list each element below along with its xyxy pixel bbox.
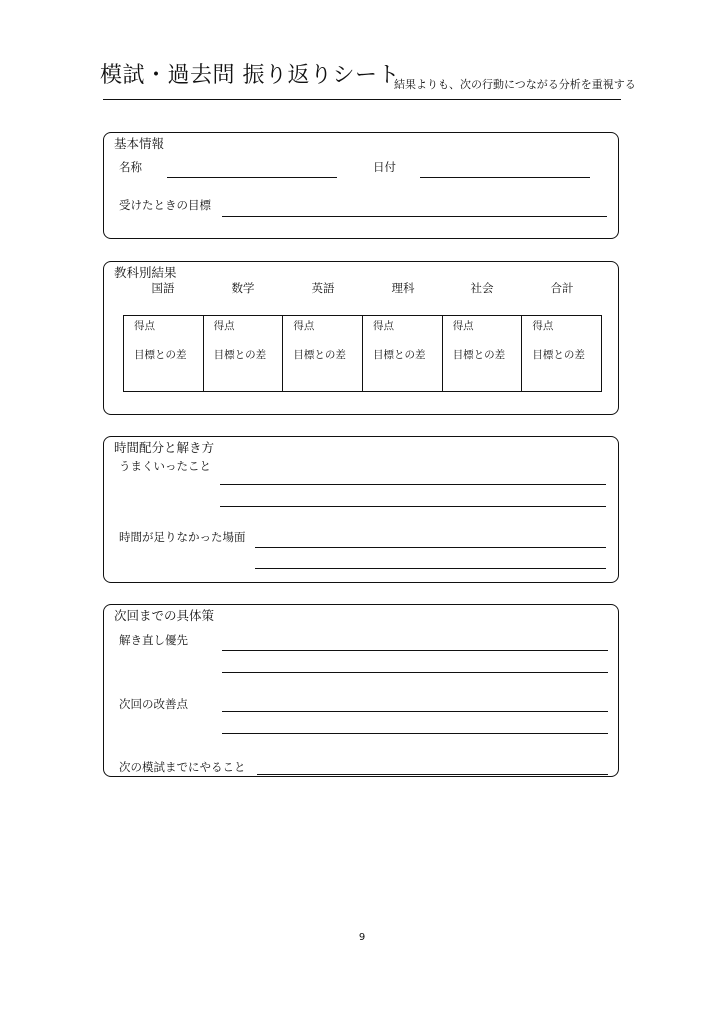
basic-info-title: 基本情報 — [114, 136, 165, 151]
time-title: 時間配分と解き方 — [114, 440, 215, 455]
results-title: 教科別結果 — [114, 265, 177, 280]
subject-header: 国語 — [151, 281, 175, 295]
improve-line-2[interactable] — [222, 733, 608, 734]
next-steps-title: 次回までの具体策 — [114, 608, 215, 623]
short-time-line-2[interactable] — [255, 568, 606, 569]
todo-label: 次の模試までにやること — [119, 760, 246, 774]
page-number: 9 — [358, 932, 366, 943]
date-field[interactable] — [420, 177, 590, 178]
review-line-1[interactable] — [222, 650, 608, 651]
date-label: 日付 — [373, 160, 396, 174]
subject-header: 合計 — [550, 281, 574, 295]
result-cell[interactable] — [204, 316, 284, 391]
page-subtitle: 結果よりも、次の行動につながる分析を重視する — [394, 78, 636, 91]
score-label: 得点 — [213, 320, 235, 332]
improve-label: 次回の改善点 — [119, 697, 188, 711]
diff-label: 目標との差 — [213, 349, 267, 361]
result-cell[interactable] — [522, 316, 601, 391]
diff-label: 目標との差 — [134, 349, 187, 361]
diff-label: 目標との差 — [293, 349, 346, 361]
results-section — [103, 261, 619, 415]
went-well-label: うまくいったこと — [119, 459, 211, 473]
result-cell[interactable] — [124, 316, 204, 391]
score-label: 得点 — [452, 320, 474, 332]
diff-label: 目標との差 — [532, 349, 585, 361]
results-grid — [123, 315, 602, 392]
score-label: 得点 — [134, 320, 155, 332]
page-title: 模試・過去問 振り返りシート — [100, 63, 400, 88]
name-field[interactable] — [167, 177, 337, 178]
result-cell[interactable] — [443, 316, 523, 391]
result-cell[interactable] — [283, 316, 363, 391]
review-label: 解き直し優先 — [119, 633, 188, 647]
subject-header: 社会 — [470, 281, 494, 295]
basic-info-section — [103, 132, 619, 239]
score-label: 得点 — [373, 320, 395, 332]
went-well-line-1[interactable] — [220, 484, 606, 485]
improve-line-1[interactable] — [222, 711, 608, 712]
title-underline — [103, 99, 621, 100]
diff-label: 目標との差 — [373, 349, 426, 361]
subject-header: 英語 — [311, 281, 335, 295]
goal-field[interactable] — [222, 216, 607, 217]
short-time-label: 時間が足りなかった場面 — [119, 530, 246, 544]
score-label: 得点 — [532, 320, 554, 332]
next-steps-section — [103, 604, 619, 777]
went-well-line-2[interactable] — [220, 506, 606, 507]
result-cell[interactable] — [363, 316, 443, 391]
short-time-line-1[interactable] — [255, 547, 606, 548]
score-label: 得点 — [293, 320, 315, 332]
todo-line[interactable] — [257, 774, 608, 775]
diff-label: 目標との差 — [452, 349, 506, 361]
goal-label: 受けたときの目標 — [119, 198, 211, 212]
subject-header: 理科 — [391, 281, 415, 295]
subject-header: 数学 — [231, 281, 255, 295]
review-line-2[interactable] — [222, 672, 608, 673]
time-section — [103, 436, 619, 583]
name-label: 名称 — [119, 160, 142, 174]
